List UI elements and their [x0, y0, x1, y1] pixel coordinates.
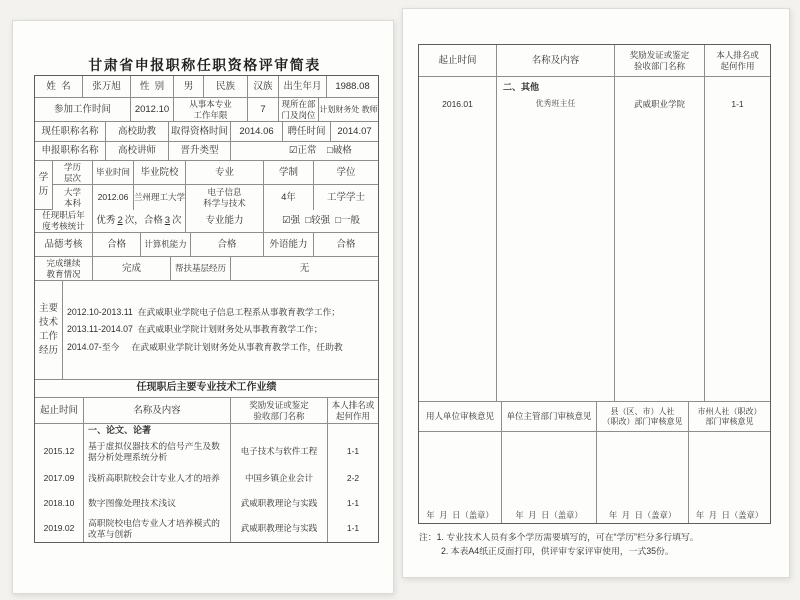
grassroots-value: 无	[231, 257, 378, 281]
ethnic-value: 汉族	[248, 76, 279, 98]
ability-strong-checkbox: ☑强	[281, 215, 300, 227]
edu-school-header: 毕业院校	[134, 161, 186, 185]
experience-line: 2013.11-2014.07 在武威职业学院计划财务处从事教育教学工作；	[67, 324, 323, 335]
foreign-label: 外语能力	[264, 233, 314, 257]
row-work	[35, 98, 378, 122]
achievement-dept: 武威职教理论与实践	[231, 491, 328, 515]
apply-title-value: 高校讲师	[106, 142, 169, 161]
achievement-rank: 1-1	[346, 497, 360, 508]
work-start-label: 参加工作时间	[35, 98, 131, 122]
employer-review-header: 用人单位审核意见	[419, 402, 502, 432]
edu-major-header: 专业	[186, 161, 264, 185]
achievement-dept: 武威职业学院	[633, 99, 685, 109]
city-review-cell	[689, 432, 770, 523]
edu-school-value: 兰州理工大学	[134, 185, 186, 210]
row-achievements-title	[35, 380, 378, 398]
col-name-header: 名称及内容	[497, 45, 615, 77]
achievements-group-title: 二、其他	[503, 82, 540, 92]
hire-time-value: 2014.07	[331, 122, 378, 142]
achievement-dept-cell	[615, 77, 705, 402]
promo-special-checkbox: □破格	[327, 145, 352, 157]
row-apply-title	[35, 142, 378, 161]
current-title-value: 高校助教	[106, 122, 169, 142]
dept-label: 现所在部 门及岗位	[279, 98, 319, 122]
supervisor-review-header: 单位主管部门审核意见	[502, 402, 597, 432]
achievements-section-title: 任现职后主要专业技术工作业绩	[35, 380, 378, 398]
ability-value	[264, 210, 378, 233]
foreign-value: 合格	[314, 233, 378, 257]
col-rank-header: 本人排名或 起何作用	[328, 398, 378, 424]
footnote-line-2: 2. 本表A4纸正反面打印，供评审专家评审使用，一式35份。	[441, 546, 674, 557]
moral-value: 合格	[93, 233, 141, 257]
stamp-date-line: 年 月 日（盖章）	[608, 509, 677, 520]
moral-label: 品德考核	[35, 233, 93, 257]
achievement-name: 高职院校电信专业人才培养模式的改革与创新	[84, 515, 231, 542]
stamp-date-line: 年 月 日（盖章）	[426, 509, 494, 520]
col-dept-header: 奖励发证或鉴定 验收部门名称	[615, 45, 705, 77]
edu-level-header: 学历 层次	[53, 161, 93, 185]
achievement-name: 基于虚拟仪器技术的信号产生及数据分析处理系统分析	[84, 437, 231, 466]
achievements-content-row	[419, 77, 770, 402]
continuing-edu-label: 完成继续 教育情况	[35, 257, 93, 281]
achievements-continued-table	[418, 44, 771, 524]
achievements-header-row	[35, 398, 378, 424]
achievement-name: 数字图像处理技术浅议	[84, 491, 231, 515]
name-label: 姓 名	[35, 76, 83, 98]
form-page-2	[402, 8, 790, 578]
experience-line: 2012.10-2013.11 在武威职业学院电子信息工程系从事教育教学工作；	[67, 306, 341, 317]
achievement-time: 2016.01	[442, 99, 473, 109]
achievement-dept: 电子技术与软件工程	[231, 437, 328, 466]
current-title-label: 现任职称名称	[35, 122, 106, 142]
ability-mid-checkbox: □较强	[305, 215, 331, 227]
footnote-line-1: 注：1. 专业技术人员有多个学历需要填写的，可在“学历”栏分多行填写。	[419, 532, 699, 542]
annual-appraisal-label: 任现职后年 度考核统计	[35, 210, 93, 233]
edu-years-value: 4年	[264, 185, 314, 210]
row-education	[35, 161, 378, 210]
education-header-row	[53, 161, 378, 185]
col-time-header: 起止时间	[35, 398, 84, 424]
gender-value: 男	[174, 76, 204, 98]
form-page-1	[12, 20, 394, 594]
achievement-name: 优秀班主任	[535, 99, 576, 109]
basic-info-table	[34, 75, 379, 543]
edu-time-header: 毕业时间	[93, 161, 134, 185]
achievement-time-cell	[419, 77, 497, 402]
achievement-row	[35, 515, 378, 542]
experience-content	[63, 281, 378, 380]
qual-time-value: 2014.06	[231, 122, 283, 142]
achievement-row	[35, 437, 378, 466]
achievement-rank: 1-1	[346, 446, 360, 457]
review-header-row	[419, 402, 770, 432]
name-value: 张万旭	[83, 76, 131, 98]
promo-type-value	[231, 142, 378, 161]
achievement-dept: 中国乡镇企业会计	[231, 466, 328, 491]
computer-value: 合格	[191, 233, 264, 257]
achievement-rank: 1-1	[346, 523, 360, 534]
continuing-edu-value: 完成	[93, 257, 171, 281]
achievement-time: 2018.10	[35, 491, 84, 515]
experience-line: 2014.07-至今 在武威职业学院计划财务处从事教育教学工作，任助教	[67, 341, 343, 352]
ethnic-label: 民族	[204, 76, 248, 98]
achievement-rank: 1-1	[731, 99, 744, 109]
edu-major-value: 电子信息 科学与技术	[186, 185, 264, 210]
achievement-row	[35, 466, 378, 491]
promo-type-label: 晋升类型	[169, 142, 231, 161]
promo-normal-checkbox: ☑正常	[288, 145, 317, 157]
row-experience	[35, 281, 378, 380]
birth-label: 出生年月	[279, 76, 327, 98]
edu-years-header: 学制	[264, 161, 314, 185]
row-continuing-edu	[35, 257, 378, 281]
apply-title-label: 申报职称名称	[35, 142, 106, 161]
row-moral	[35, 233, 378, 257]
experience-vertical-label: 主要技术工作经历	[35, 281, 63, 380]
stamp-date-line: 年 月 日（盖章）	[695, 509, 764, 520]
footnotes	[419, 530, 775, 558]
row-annual-appraisal	[35, 210, 378, 233]
achievements-header-row	[419, 45, 770, 77]
row-name	[35, 76, 378, 98]
stamp-date-line: 年 月 日（盖章）	[515, 509, 583, 520]
gender-label: 性 别	[131, 76, 174, 98]
achievement-dept: 武威职教理论与实践	[231, 515, 328, 542]
achievements-group-title: 一、论文、论著	[84, 424, 231, 437]
achievement-time: 2017.09	[35, 466, 84, 491]
county-review-header: 县（区、市）人社 （职改）部门审核意见	[597, 402, 689, 432]
edu-level-value: 大学 本科	[53, 185, 93, 210]
years-value: 7	[248, 98, 279, 122]
achievement-name: 浅析高职院校会计专业人才的培养	[84, 466, 231, 491]
edu-degree-value: 工学学士	[326, 191, 365, 203]
employer-review-cell	[419, 432, 502, 523]
edu-time-value: 2012.06	[93, 185, 134, 210]
achievement-time: 2015.12	[35, 437, 84, 466]
col-rank-header: 本人排名或 起何作用	[705, 45, 770, 77]
col-dept-header: 奖励发证或鉴定 验收部门名称	[231, 398, 328, 424]
city-review-header: 市州人社（职改） 部门审核意见	[689, 402, 770, 432]
achievement-rank-cell	[705, 77, 770, 402]
ability-normal-checkbox: □一般	[335, 215, 361, 227]
computer-label: 计算机能力	[141, 233, 191, 257]
supervisor-review-cell	[502, 432, 597, 523]
education-vertical-label: 学历	[35, 161, 53, 210]
annual-appraisal-value: 优秀 2 次，合格 3 次	[93, 210, 186, 233]
education-value-row	[53, 185, 378, 210]
achievement-row	[35, 491, 378, 515]
years-label: 从事本专业 工作年限	[174, 98, 248, 122]
page-title: 甘肃省申报职称任职资格评审简表	[88, 57, 321, 73]
county-review-cell	[597, 432, 689, 523]
col-time-header: 起止时间	[419, 45, 497, 77]
ability-label: 专业能力	[186, 210, 264, 233]
row-current-title	[35, 122, 378, 142]
birth-value: 1988.08	[327, 76, 378, 98]
dept-value: 计划财务处 教师	[319, 98, 378, 122]
work-start-value: 2012.10	[131, 98, 174, 122]
qual-time-label: 取得资格时间	[169, 122, 231, 142]
achievement-time: 2019.02	[35, 515, 84, 542]
edu-degree-header: 学位	[314, 161, 378, 185]
col-name-header: 名称及内容	[84, 398, 231, 424]
grassroots-label: 帮扶基层经历	[171, 257, 231, 281]
review-stamp-row	[419, 432, 770, 523]
achievement-name-cell	[497, 77, 615, 402]
achievements-group-row	[35, 424, 378, 437]
achievement-rank: 2-2	[346, 473, 360, 484]
hire-time-label: 聘任时间	[283, 122, 331, 142]
